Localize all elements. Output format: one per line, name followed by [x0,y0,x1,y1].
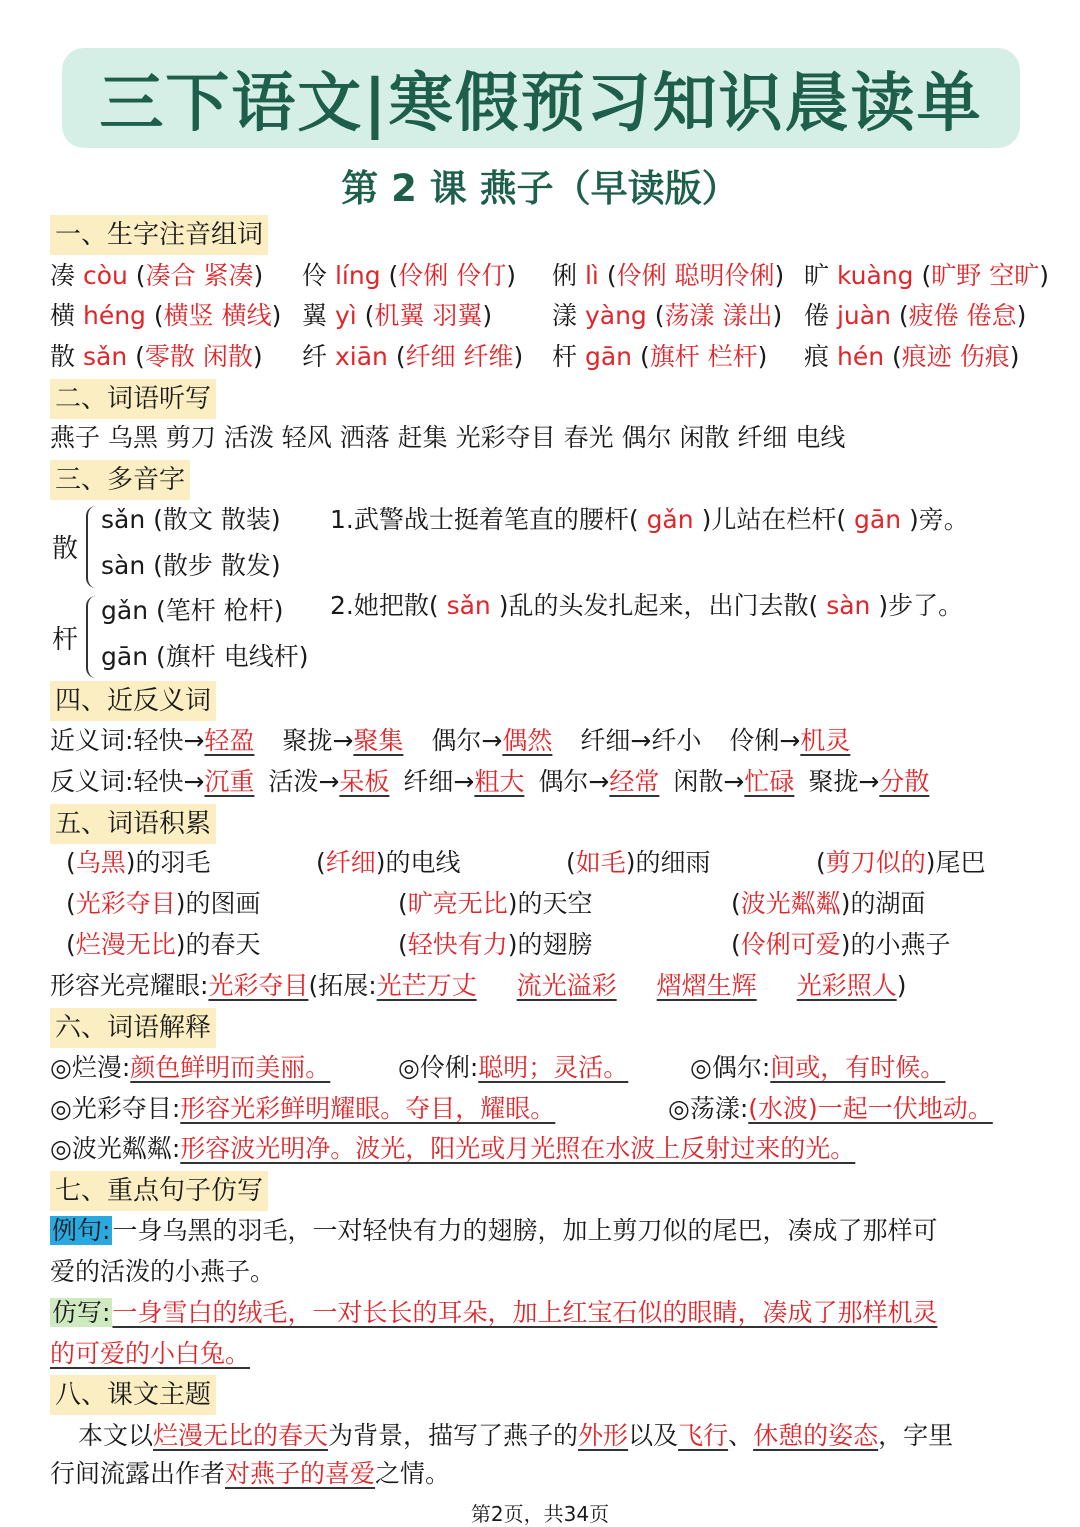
polyphone-gan-row2: gān (旗杆 电线杆) [101,642,309,671]
entry-words: 纤细 纤维 [405,342,514,371]
polyphone-san-char: 散 [52,534,79,564]
synonym-row: 近义词:轻快→轻盈 聚拢→聚集 偶尔→偶然 纤细→纤小 伶俐→机灵 [50,726,851,755]
definition-text: (水波)一起一伏地动。 [748,1094,993,1123]
synonym-word: 偶尔 [431,726,482,755]
entry-words: 旷野 空旷 [931,261,1040,290]
phrase-modifier: 烂漫无比 [75,930,176,959]
phrase-item: (旷亮无比)的天空 [398,889,593,918]
entry-pinyin: héng [82,301,146,330]
phrase-noun: 的细雨 [635,848,711,877]
entry-words: 机翼 羽翼 [374,301,483,330]
entry-words: 痕迹 伤痕 [901,342,1010,371]
theme-paragraph-line2: 行间流露出作者对燕子的喜爱之情。 [50,1459,451,1488]
antonym-pair: 闲散→忙碌 [673,767,795,796]
theme-paragraph: 本文以烂漫无比的春天为背景，描写了燕子的外形以及飞行、休憩的姿态，字里 [78,1421,954,1450]
entry-char: 凑 [50,261,76,290]
phrase-modifier: 轻快有力 [407,930,508,959]
entry-words: 横竖 横线 [163,301,272,330]
definition-item: ◎伶俐:聪明；灵活。 [398,1053,629,1082]
bright-phrase-row: 形容光亮耀眼:光彩夺目(拓展:光芒万丈 流光溢彩 熠熠生辉 光彩照人) [50,971,907,1000]
phrase-modifier: 旷亮无比 [407,889,508,918]
pinyin-entry: 伶 líng (伶俐 伶仃) [302,261,516,290]
definition-text: 颜色鲜明而美丽。 [130,1053,331,1082]
definition-word: 偶尔 [711,1053,762,1082]
entry-pinyin: líng [334,261,381,290]
definition-item: ◎荡漾:(水波)一起一伏地动。 [668,1094,993,1123]
entry-words: 伶俐 伶仃 [398,261,507,290]
polyphone-question-2: 2.她把散( sǎn )乱的头发扎起来，出门去散( sàn )步了。 [330,591,964,620]
pinyin-entry: 俐 lì (伶俐 聪明伶俐) [552,261,785,290]
pinyin-entry: 漾 yàng (荡漾 漾出) [552,301,783,330]
entry-char: 倦 [804,301,830,330]
entry-char: 杆 [552,342,578,371]
phrase-noun: 的电线 [385,848,461,877]
antonym-answer: 沉重 [204,767,255,796]
antonym-word: 偶尔 [538,767,589,796]
definition-mark: ◎ [690,1053,712,1082]
imitation-sentence-line2: 的可爱的小白兔。 [50,1339,251,1368]
imitation-label: 仿写: [52,1298,111,1327]
phrase-item: (烂漫无比)的春天 [66,930,261,959]
entry-char: 伶 [302,261,328,290]
entry-words: 旗杆 栏杆 [649,342,758,371]
phrase-modifier: 如毛 [575,848,626,877]
entry-words: 疲倦 倦怠 [908,301,1017,330]
pinyin-entry: 纤 xiān (纤细 纤维) [302,342,524,371]
entry-char: 旷 [804,261,830,290]
entry-pinyin: xiān [334,342,388,371]
entry-pinyin: kuàng [836,261,914,290]
definition-item: ◎偶尔:间或，有时候。 [690,1053,946,1082]
entry-char: 散 [50,342,76,371]
entry-pinyin: còu [82,261,128,290]
pinyin-entry: 旷 kuàng (旷野 空旷) [804,261,1049,290]
antonym-answer: 粗大 [474,767,525,796]
definition-text: 形容波光明净。波光，阳光或月光照在水波上反射过来的光。 [180,1134,856,1163]
antonym-pair: 活泼→呆板 [268,767,390,796]
antonym-word: 闲散 [673,767,724,796]
synonym-pair: 轻快→轻盈 [133,726,255,755]
antonym-word: 聚拢 [808,767,859,796]
entry-pinyin: yì [334,301,357,330]
definition-word: 伶俐 [419,1053,470,1082]
polyphone-san-row1: sǎn (散文 散装) [101,505,281,534]
synonym-word: 伶俐 [729,726,780,755]
example-label: 例句: [52,1216,111,1245]
antonym-answer: 忙碌 [744,767,795,796]
banner-title: 三下语文|寒假预习知识晨读单 [99,67,983,141]
antonym-pair: 轻快→沉重 [133,767,255,796]
example-sentence-line2: 爱的活泼的小燕子。 [50,1257,276,1286]
phrase-noun: 尾巴 [935,848,986,877]
pinyin-entry: 倦 juàn (疲倦 倦怠) [804,301,1027,330]
definition-text: 间或，有时候。 [770,1053,946,1082]
definition-item: ◎烂漫:颜色鲜明而美丽。 [50,1053,331,1082]
definition-word: 光彩夺目 [71,1094,172,1123]
synonym-pair: 偶尔→偶然 [431,726,553,755]
definition-mark: ◎ [50,1094,72,1123]
section-5-heading: 五、词语积累 [50,804,216,844]
phrase-noun: 的翅膀 [517,930,593,959]
entry-char: 痕 [804,342,830,371]
pinyin-entry: 横 héng (横竖 横线) [50,301,282,330]
antonym-answer: 经常 [609,767,660,796]
phrase-modifier: 波光粼粼 [740,889,841,918]
entry-char: 翼 [302,301,328,330]
definition-word: 波光粼粼 [71,1134,172,1163]
entry-pinyin: yàng [584,301,647,330]
phrase-noun: 的羽毛 [135,848,211,877]
definition-text: 形容光彩鲜明耀眼。夺目，耀眼。 [180,1094,556,1123]
entry-words: 伶俐 聪明伶俐 [616,261,775,290]
phrase-noun: 的春天 [185,930,261,959]
phrase-item: (波光粼粼)的湖面 [731,889,926,918]
antonym-word: 纤细 [403,767,454,796]
brace-san [86,506,102,588]
antonym-row: 反义词:轻快→沉重 活泼→呆板 纤细→粗大 偶尔→经常 闲散→忙碌 聚拢→分散 [50,767,930,796]
synonym-answer: 聚集 [353,726,404,755]
section-1-heading: 一、生字注音组词 [50,215,268,255]
antonym-word: 轻快 [133,767,184,796]
phrase-noun: 的图画 [185,889,261,918]
antonym-pair: 纤细→粗大 [403,767,525,796]
synonym-answer: 纤小 [651,726,702,755]
synonym-answer: 轻盈 [204,726,255,755]
polyphone-question-1: 1.武警战士挺着笔直的腰杆( gǎn )儿站在栏杆( gān )旁。 [330,505,969,534]
pinyin-entry: 翼 yì (机翼 羽翼) [302,301,493,330]
phrase-item: (伶俐可爱)的小燕子 [731,930,951,959]
entry-char: 横 [50,301,76,330]
synonym-answer: 偶然 [502,726,553,755]
example-sentence-line1: 例句:一身乌黑的羽毛，一对轻快有力的翅膀，加上剪刀似的尾巴，凑成了那样可 [52,1216,938,1245]
phrase-item: (轻快有力)的翅膀 [398,930,593,959]
definition-mark: ◎ [50,1134,72,1163]
phrase-modifier: 剪刀似的 [825,848,926,877]
entry-pinyin: juàn [836,301,891,330]
antonym-answer: 呆板 [339,767,390,796]
antonym-pair: 聚拢→分散 [808,767,930,796]
polyphone-gan-char: 杆 [52,625,79,655]
entry-pinyin: sǎn [82,342,128,371]
page-footer: 第2页，共34页 [470,1502,610,1526]
synonym-word: 聚拢 [282,726,333,755]
entry-words: 凑合 紧凑 [145,261,254,290]
phrase-noun: 的湖面 [850,889,926,918]
synonym-pair: 伶俐→机灵 [729,726,851,755]
phrase-item: (乌黑)的羽毛 [66,848,211,877]
synonym-pair: 聚拢→聚集 [282,726,404,755]
definition-word: 烂漫 [71,1053,122,1082]
phrase-noun: 的小燕子 [850,930,951,959]
phrase-modifier: 光彩夺目 [75,889,176,918]
section-3-heading: 三、多音字 [50,460,190,500]
definition-mark: ◎ [668,1094,690,1123]
entry-char: 俐 [552,261,578,290]
title-banner [62,48,1020,148]
synonym-answer: 机灵 [800,726,851,755]
entry-pinyin: lì [584,261,599,290]
definition-text: 聪明；灵活。 [478,1053,629,1082]
phrase-modifier: 伶俐可爱 [740,930,841,959]
section-6-heading: 六、词语解释 [50,1008,216,1048]
antonym-word: 活泼 [268,767,319,796]
section-4-heading: 四、近反义词 [50,681,216,721]
definition-mark: ◎ [398,1053,420,1082]
polyphone-gan-row1: gǎn (笔杆 枪杆) [101,596,284,625]
phrase-item: (光彩夺目)的图画 [66,889,261,918]
entry-words: 零散 闲散 [144,342,253,371]
imitation-sentence-line1: 仿写:一身雪白的绒毛，一对长长的耳朵，加上红宝石似的眼睛，凑成了那样机灵 [52,1298,938,1327]
entry-char: 纤 [302,342,328,371]
antonym-answer: 分散 [879,767,930,796]
entry-pinyin: hén [836,342,885,371]
pinyin-entry: 杆 gān (旗杆 栏杆) [552,342,768,371]
definition-item: ◎波光粼粼:形容波光明净。波光，阳光或月光照在水波上反射过来的光。 [50,1134,856,1163]
entry-char: 漾 [552,301,578,330]
section-2-heading: 二、词语听写 [50,379,216,419]
phrase-modifier: 乌黑 [75,848,126,877]
pinyin-entry: 凑 còu (凑合 紧凑) [50,261,264,290]
definition-word: 荡漾 [689,1094,740,1123]
brace-gan [86,596,102,678]
definition-item: ◎光彩夺目:形容光彩鲜明耀眼。夺目，耀眼。 [50,1094,556,1123]
entry-pinyin: gān [584,342,633,371]
section-7-heading: 七、重点句子仿写 [50,1171,268,1211]
lesson-title: 第 2 课 燕子（早读版） [341,167,739,210]
synonym-word: 纤细 [580,726,631,755]
phrase-modifier: 纤细 [325,848,376,877]
phrase-noun: 的天空 [517,889,593,918]
polyphone-san-row2: sàn (散步 散发) [101,551,281,580]
synonym-word: 轻快 [133,726,184,755]
pinyin-entry: 痕 hén (痕迹 伤痕) [804,342,1020,371]
synonym-pair: 纤细→纤小 [580,726,702,755]
phrase-item: (纤细)的电线 [316,848,461,877]
antonym-pair: 偶尔→经常 [538,767,660,796]
definition-mark: ◎ [50,1053,72,1082]
dictation-words: 燕子 乌黑 剪刀 活泼 轻风 洒落 赶集 光彩夺目 春光 偶尔 闲散 纤细 电线 [50,423,846,452]
pinyin-entry: 散 sǎn (零散 闲散) [50,342,263,371]
phrase-item: (如毛)的细雨 [566,848,711,877]
phrase-item: (剪刀似的)尾巴 [816,848,986,877]
section-8-heading: 八、课文主题 [50,1375,216,1415]
entry-words: 荡漾 漾出 [664,301,773,330]
